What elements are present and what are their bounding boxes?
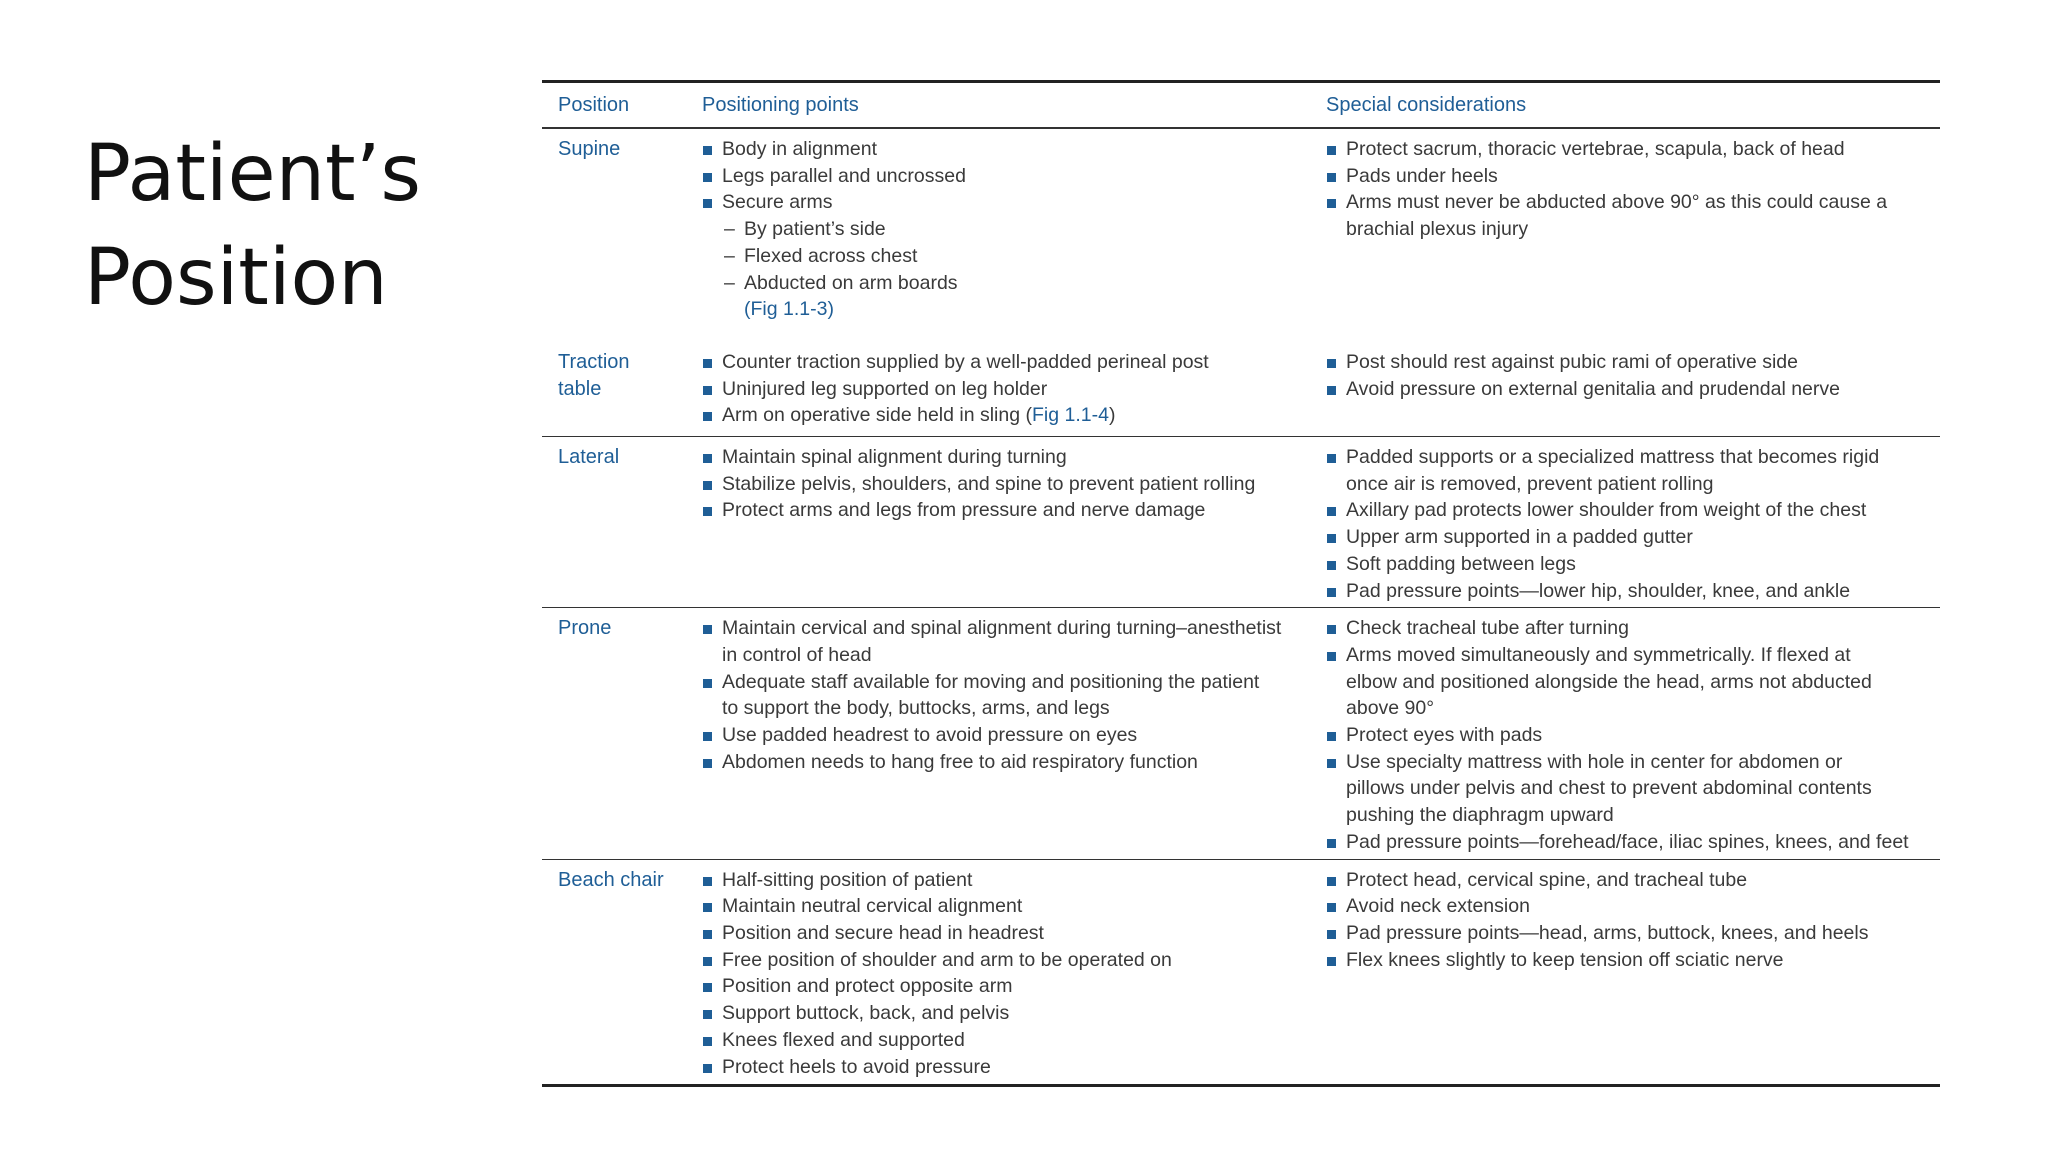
title-line-2: Position (84, 233, 388, 323)
header-positioning-points: Positioning points (702, 93, 859, 116)
position-prone: Prone (558, 617, 612, 640)
positions-table (542, 80, 1940, 1087)
traction-special (1326, 349, 1940, 429)
lateral-special (1326, 444, 1940, 604)
list-item: Body in alignment (702, 136, 1326, 163)
list-item: Axillary pad protects lower shoulder from weight of the chest (1326, 497, 1930, 524)
fig-link: Fig 1.1-4 (1032, 404, 1109, 427)
list-item: Pad pressure points—lower hip, shoulder, knee, and ankle (1326, 578, 1930, 605)
beach-chair-special (1326, 867, 1940, 1081)
list-item: Support buttock, back, and pelvis (702, 1000, 1326, 1027)
header-position: Position (558, 93, 630, 116)
list-item: Maintain neutral cervical alignment (702, 893, 1326, 920)
list-item: Protect eyes with pads (1326, 722, 1930, 749)
list-item: Flex knees slightly to keep tension off sciatic nerve (1326, 947, 1930, 974)
sub-item: – Flexed across chest (702, 243, 1326, 270)
traction-points (702, 349, 1326, 429)
beach-chair-points (702, 867, 1326, 1081)
list-item: Protect heels to avoid pressure (702, 1054, 1326, 1081)
prone-points (702, 615, 1326, 855)
list-item: Pad pressure points—head, arms, buttock, knees, and heels (1326, 920, 1930, 947)
list-item-continued: to support the body, buttocks, arms, and legs (722, 697, 1110, 720)
list-item: Protect head, cervical spine, and tracheal tube (1326, 867, 1930, 894)
list-item: Post should rest against pubic rami of operative side (1326, 349, 1930, 376)
list-item: Padded supports or a specialized mattress that becomes rigid (1326, 444, 1930, 471)
list-item: Free position of shoulder and arm to be operated on (702, 947, 1326, 974)
list-item: Legs parallel and uncrossed (702, 163, 1326, 190)
table-row-prone (542, 607, 1940, 858)
list-item: Counter traction supplied by a well-padded perineal post (702, 349, 1326, 376)
sub-item: – By patient’s side (702, 216, 1326, 243)
list-item: Upper arm supported in a padded gutter (1326, 524, 1930, 551)
list-item-continued: in control of head (722, 643, 872, 666)
list-item: Pads under heels (1326, 163, 1930, 190)
position-traction-table: Traction table (558, 350, 630, 400)
list-item: Use padded headrest to avoid pressure on eyes (702, 722, 1326, 749)
list-item: Uninjured leg supported on leg holder (702, 376, 1326, 403)
list-item: Arms moved simultaneously and symmetrically. If flexed at (1326, 642, 1930, 669)
list-item: Avoid neck extension (1326, 893, 1930, 920)
list-item: Knees flexed and supported (702, 1027, 1326, 1054)
fig-link: Fig 1.1-3 (750, 298, 828, 321)
supine-special (1326, 136, 1940, 323)
list-item: Position and protect opposite arm (702, 973, 1326, 1000)
title-line-1: Patient’s (84, 129, 422, 219)
slide-title (84, 122, 421, 330)
list-item-continued: brachial plexus injury (1346, 218, 1529, 241)
sub-item: – Abducted on arm boards (702, 270, 1326, 297)
figure-reference: (Fig 1.1-3) (744, 298, 834, 321)
list-item-continued: pushing the diaphragm upward (1346, 804, 1614, 827)
position-lateral: Lateral (558, 446, 620, 469)
list-item: Avoid pressure on external genitalia and prudendal nerve (1326, 376, 1930, 403)
list-item-continued: above 90° (1346, 697, 1435, 720)
table-row-lateral (542, 436, 1940, 607)
position-beach-chair: Beach chair (558, 868, 664, 891)
table-header (542, 83, 1940, 129)
list-item: Adequate staff available for moving and positioning the patient (702, 669, 1326, 696)
supine-points (702, 136, 1326, 323)
table-row-beach-chair (542, 859, 1940, 1085)
list-item: Arms must never be abducted above 90° as this could cause a (1326, 189, 1930, 216)
list-item: Abdomen needs to hang free to aid respiratory function (702, 749, 1326, 776)
list-item: Maintain spinal alignment during turning (702, 444, 1326, 471)
list-item: Use specialty mattress with hole in center for abdomen or (1326, 749, 1930, 776)
list-item-continued: pillows under pelvis and chest to prevent abdominal contents (1346, 777, 1872, 800)
position-supine: Supine (558, 138, 621, 160)
lateral-points (702, 444, 1326, 604)
list-item: Arm on operative side held in sling (Fig 1.1-4) (702, 402, 1326, 429)
list-item: Maintain cervical and spinal alignment during turning–anesthetist (702, 615, 1326, 642)
list-item: Soft padding between legs (1326, 551, 1930, 578)
list-item-continued: elbow and positioned alongside the head, arms not abducted (1346, 670, 1872, 693)
list-item: Secure arms (702, 189, 1326, 216)
header-special-considerations: Special considerations (1326, 93, 1527, 116)
list-item-continued: once air is removed, prevent patient rolling (1346, 472, 1714, 495)
prone-special (1326, 615, 1940, 855)
list-item: Position and secure head in headrest (702, 920, 1326, 947)
list-item: Half-sitting position of patient (702, 867, 1326, 894)
list-item: Protect arms and legs from pressure and nerve damage (702, 497, 1326, 524)
list-item: Pad pressure points—forehead/face, iliac spines, knees, and feet (1326, 829, 1930, 856)
list-item: Stabilize pelvis, shoulders, and spine to prevent patient rolling (702, 471, 1326, 498)
list-item: Protect sacrum, thoracic vertebrae, scapula, back of head (1326, 136, 1930, 163)
table-row-traction-table (542, 341, 1940, 436)
list-item: Check tracheal tube after turning (1326, 615, 1930, 642)
table-row-supine (542, 129, 1940, 341)
